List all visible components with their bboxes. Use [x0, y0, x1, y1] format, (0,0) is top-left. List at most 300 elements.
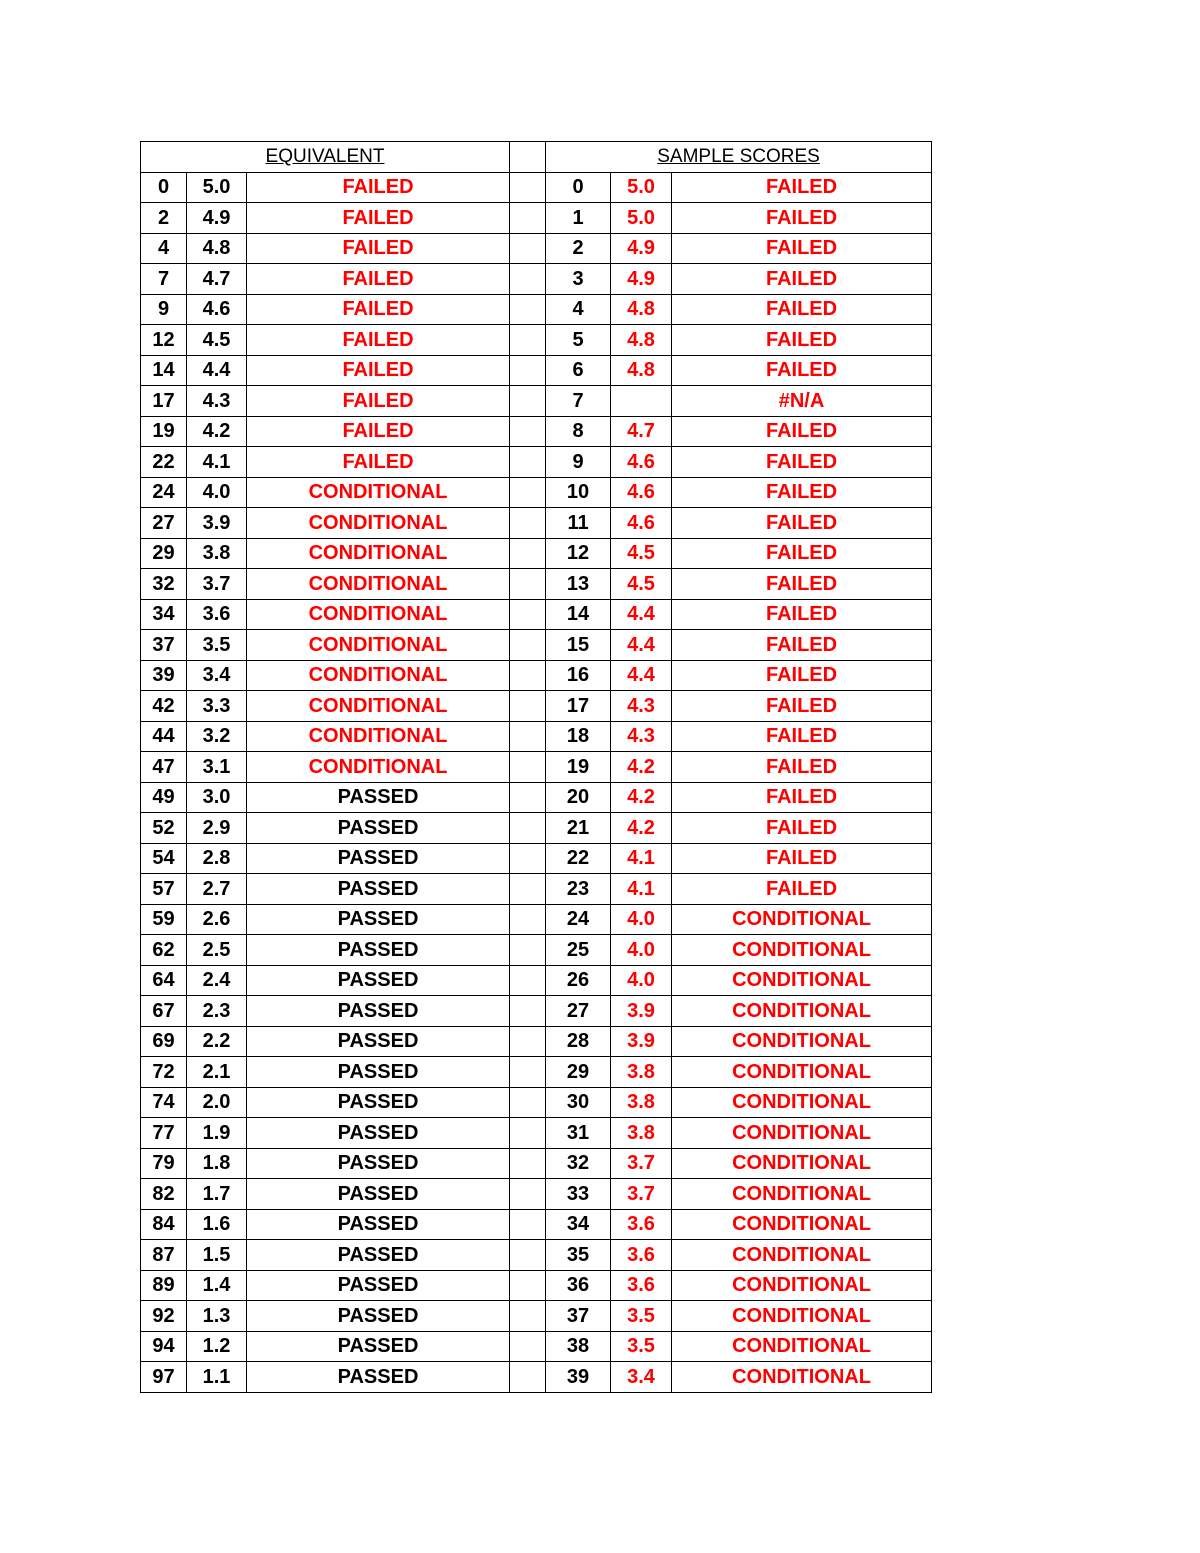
spacer-cell: [510, 233, 546, 264]
equivalent-score-cell: 47: [141, 752, 187, 783]
equivalent-grade-cell: 2.0: [187, 1087, 247, 1118]
sample-score-cell: 39: [546, 1362, 611, 1393]
equivalent-header: EQUIVALENT: [141, 142, 510, 173]
spacer-cell: [510, 1209, 546, 1240]
spacer-cell: [510, 1362, 546, 1393]
spacer-cell: [510, 874, 546, 905]
sample-score-cell: 6: [546, 355, 611, 386]
equivalent-remark-cell: FAILED: [247, 264, 510, 295]
spacer-cell: [510, 1301, 546, 1332]
sample-remark-cell: FAILED: [672, 874, 932, 905]
equivalent-score-cell: 29: [141, 538, 187, 569]
spacer-cell: [510, 691, 546, 722]
equivalent-score-cell: 62: [141, 935, 187, 966]
equivalent-grade-cell: 2.3: [187, 996, 247, 1027]
sample-grade-cell: 4.3: [611, 691, 672, 722]
equivalent-score-cell: 24: [141, 477, 187, 508]
sample-grade-cell: 4.0: [611, 965, 672, 996]
equivalent-grade-cell: 2.8: [187, 843, 247, 874]
sample-grade-cell: 4.8: [611, 355, 672, 386]
sample-remark-cell: FAILED: [672, 203, 932, 234]
equivalent-remark-cell: FAILED: [247, 203, 510, 234]
equivalent-remark-cell: PASSED: [247, 1026, 510, 1057]
sample-grade-cell: 3.5: [611, 1331, 672, 1362]
equivalent-score-cell: 39: [141, 660, 187, 691]
equivalent-remark-cell: CONDITIONAL: [247, 538, 510, 569]
sample-remark-cell: FAILED: [672, 416, 932, 447]
table-row: [141, 264, 932, 295]
spacer-cell: [510, 1118, 546, 1149]
sample-remark-cell: FAILED: [672, 843, 932, 874]
equivalent-score-cell: 92: [141, 1301, 187, 1332]
equivalent-remark-cell: PASSED: [247, 1270, 510, 1301]
sample-grade-cell: 3.7: [611, 1179, 672, 1210]
equivalent-score-cell: 84: [141, 1209, 187, 1240]
table-row: [141, 508, 932, 539]
table-row: [141, 569, 932, 600]
sample-grade-cell: 4.5: [611, 538, 672, 569]
equivalent-remark-cell: PASSED: [247, 1057, 510, 1088]
equivalent-score-cell: 22: [141, 447, 187, 478]
table-row: [141, 477, 932, 508]
sample-grade-cell: 4.4: [611, 660, 672, 691]
equivalent-grade-cell: 2.2: [187, 1026, 247, 1057]
table-row: [141, 1026, 932, 1057]
equivalent-remark-cell: CONDITIONAL: [247, 660, 510, 691]
equivalent-remark-cell: FAILED: [247, 233, 510, 264]
equivalent-remark-cell: CONDITIONAL: [247, 477, 510, 508]
sample-score-cell: 32: [546, 1148, 611, 1179]
equivalent-grade-cell: 4.9: [187, 203, 247, 234]
spacer-cell: [510, 630, 546, 661]
sample-grade-cell: 4.8: [611, 325, 672, 356]
sample-score-cell: 11: [546, 508, 611, 539]
sample-score-cell: 29: [546, 1057, 611, 1088]
equivalent-remark-cell: PASSED: [247, 782, 510, 813]
sample-remark-cell: FAILED: [672, 538, 932, 569]
equivalent-remark-cell: CONDITIONAL: [247, 630, 510, 661]
sample-remark-cell: CONDITIONAL: [672, 935, 932, 966]
equivalent-score-cell: 12: [141, 325, 187, 356]
sample-grade-cell: 4.5: [611, 569, 672, 600]
sample-score-cell: 16: [546, 660, 611, 691]
sample-score-cell: 24: [546, 904, 611, 935]
table-row: [141, 1209, 932, 1240]
equivalent-grade-cell: 1.1: [187, 1362, 247, 1393]
sample-grade-cell: 3.8: [611, 1087, 672, 1118]
sample-remark-cell: CONDITIONAL: [672, 1362, 932, 1393]
table-row: [141, 172, 932, 203]
equivalent-grade-cell: 4.1: [187, 447, 247, 478]
spacer-cell: [510, 904, 546, 935]
equivalent-grade-cell: 1.3: [187, 1301, 247, 1332]
sample-score-cell: 35: [546, 1240, 611, 1271]
sample-score-cell: 33: [546, 1179, 611, 1210]
sample-grade-cell: 4.4: [611, 630, 672, 661]
equivalent-score-cell: 49: [141, 782, 187, 813]
spacer-cell: [510, 965, 546, 996]
equivalent-remark-cell: PASSED: [247, 965, 510, 996]
sample-grade-cell: 5.0: [611, 172, 672, 203]
spacer-cell: [510, 721, 546, 752]
equivalent-score-cell: 94: [141, 1331, 187, 1362]
equivalent-grade-cell: 2.1: [187, 1057, 247, 1088]
equivalent-remark-cell: PASSED: [247, 1301, 510, 1332]
sample-remark-cell: FAILED: [672, 599, 932, 630]
equivalent-grade-cell: 1.2: [187, 1331, 247, 1362]
equivalent-score-cell: 72: [141, 1057, 187, 1088]
table-row: [141, 599, 932, 630]
equivalent-score-cell: 82: [141, 1179, 187, 1210]
sample-grade-cell: 4.1: [611, 874, 672, 905]
sample-grade-cell: 5.0: [611, 203, 672, 234]
sample-remark-cell: FAILED: [672, 813, 932, 844]
sample-grade-cell: 4.6: [611, 447, 672, 478]
spacer-cell: [510, 416, 546, 447]
spacer-cell: [510, 1148, 546, 1179]
equivalent-score-cell: 27: [141, 508, 187, 539]
equivalent-remark-cell: PASSED: [247, 874, 510, 905]
sample-grade-cell: 4.6: [611, 477, 672, 508]
table-row: [141, 416, 932, 447]
table-row: [141, 660, 932, 691]
equivalent-score-cell: 37: [141, 630, 187, 661]
equivalent-remark-cell: PASSED: [247, 996, 510, 1027]
sample-grade-cell: 3.5: [611, 1301, 672, 1332]
sample-score-cell: 4: [546, 294, 611, 325]
sample-remark-cell: FAILED: [672, 355, 932, 386]
spacer-cell: [510, 447, 546, 478]
sample-score-cell: 31: [546, 1118, 611, 1149]
equivalent-score-cell: 34: [141, 599, 187, 630]
spacer-cell: [510, 1331, 546, 1362]
equivalent-remark-cell: CONDITIONAL: [247, 691, 510, 722]
spacer-cell: [510, 660, 546, 691]
sample-score-cell: 36: [546, 1270, 611, 1301]
sample-score-cell: 2: [546, 233, 611, 264]
table-row: [141, 874, 932, 905]
equivalent-score-cell: 42: [141, 691, 187, 722]
sample-grade-cell: 4.0: [611, 935, 672, 966]
spacer-cell: [510, 386, 546, 417]
equivalent-score-cell: 17: [141, 386, 187, 417]
table-body: [141, 172, 932, 1392]
spacer-cell: [510, 996, 546, 1027]
spacer-cell: [510, 172, 546, 203]
spacer-cell: [510, 538, 546, 569]
sample-score-cell: 9: [546, 447, 611, 478]
sample-score-cell: 38: [546, 1331, 611, 1362]
sample-remark-cell: FAILED: [672, 264, 932, 295]
table-row: [141, 1240, 932, 1271]
sample-score-cell: 26: [546, 965, 611, 996]
sample-remark-cell: CONDITIONAL: [672, 1331, 932, 1362]
sample-score-cell: 3: [546, 264, 611, 295]
equivalent-grade-cell: 1.6: [187, 1209, 247, 1240]
sample-score-cell: 12: [546, 538, 611, 569]
equivalent-remark-cell: FAILED: [247, 416, 510, 447]
spacer-cell: [510, 1240, 546, 1271]
equivalent-remark-cell: FAILED: [247, 355, 510, 386]
sample-score-cell: 21: [546, 813, 611, 844]
equivalent-grade-cell: 3.1: [187, 752, 247, 783]
spacer-cell: [510, 325, 546, 356]
table-row: [141, 813, 932, 844]
equivalent-remark-cell: FAILED: [247, 325, 510, 356]
spacer-cell: [510, 508, 546, 539]
equivalent-score-cell: 67: [141, 996, 187, 1027]
table-row: [141, 843, 932, 874]
sample-remark-cell: FAILED: [672, 630, 932, 661]
equivalent-grade-cell: 3.4: [187, 660, 247, 691]
sample-remark-cell: FAILED: [672, 477, 932, 508]
sample-remark-cell: CONDITIONAL: [672, 1087, 932, 1118]
equivalent-remark-cell: PASSED: [247, 1148, 510, 1179]
sample-grade-cell: 4.7: [611, 416, 672, 447]
sample-score-cell: 8: [546, 416, 611, 447]
sample-remark-cell: FAILED: [672, 325, 932, 356]
table-row: [141, 1179, 932, 1210]
equivalent-score-cell: 64: [141, 965, 187, 996]
sample-score-cell: 17: [546, 691, 611, 722]
equivalent-grade-cell: 4.5: [187, 325, 247, 356]
spacer-cell: [510, 203, 546, 234]
sample-grade-cell: 4.2: [611, 782, 672, 813]
spacer-cell: [510, 477, 546, 508]
equivalent-remark-cell: PASSED: [247, 843, 510, 874]
sample-remark-cell: FAILED: [672, 691, 932, 722]
spacer-cell: [510, 294, 546, 325]
table-row: [141, 233, 932, 264]
table-row: [141, 782, 932, 813]
spacer-cell: [510, 1026, 546, 1057]
equivalent-grade-cell: 1.8: [187, 1148, 247, 1179]
grade-equivalence-table: [140, 141, 932, 1393]
sample-grade-cell: 3.6: [611, 1270, 672, 1301]
sample-grade-cell: 3.8: [611, 1118, 672, 1149]
sample-grade-cell: 3.9: [611, 996, 672, 1027]
equivalent-score-cell: 74: [141, 1087, 187, 1118]
equivalent-score-cell: 14: [141, 355, 187, 386]
spacer-cell: [510, 782, 546, 813]
equivalent-grade-cell: 1.5: [187, 1240, 247, 1271]
equivalent-remark-cell: PASSED: [247, 904, 510, 935]
sample-score-cell: 22: [546, 843, 611, 874]
equivalent-score-cell: 59: [141, 904, 187, 935]
spacer-cell: [510, 1179, 546, 1210]
table-row: [141, 538, 932, 569]
table-row: [141, 1362, 932, 1393]
equivalent-score-cell: 54: [141, 843, 187, 874]
sample-grade-cell: 3.6: [611, 1240, 672, 1271]
equivalent-grade-cell: 3.8: [187, 538, 247, 569]
table-row: [141, 904, 932, 935]
equivalent-remark-cell: PASSED: [247, 1087, 510, 1118]
equivalent-score-cell: 89: [141, 1270, 187, 1301]
sample-grade-cell: [611, 386, 672, 417]
equivalent-score-cell: 79: [141, 1148, 187, 1179]
sample-grade-cell: 4.6: [611, 508, 672, 539]
equivalent-remark-cell: PASSED: [247, 1118, 510, 1149]
sample-remark-cell: CONDITIONAL: [672, 996, 932, 1027]
table-row: [141, 1087, 932, 1118]
sample-remark-cell: FAILED: [672, 447, 932, 478]
sample-remark-cell: CONDITIONAL: [672, 1270, 932, 1301]
equivalent-grade-cell: 5.0: [187, 172, 247, 203]
sample-score-cell: 5: [546, 325, 611, 356]
equivalent-grade-cell: 2.5: [187, 935, 247, 966]
equivalent-score-cell: 69: [141, 1026, 187, 1057]
spacer-cell: [510, 355, 546, 386]
equivalent-grade-cell: 2.7: [187, 874, 247, 905]
equivalent-grade-cell: 4.3: [187, 386, 247, 417]
equivalent-grade-cell: 4.7: [187, 264, 247, 295]
sample-grade-cell: 3.7: [611, 1148, 672, 1179]
sample-grade-cell: 3.6: [611, 1209, 672, 1240]
spacer-cell: [510, 813, 546, 844]
equivalent-grade-cell: 2.6: [187, 904, 247, 935]
sample-grade-cell: 4.2: [611, 752, 672, 783]
table-row: [141, 447, 932, 478]
equivalent-remark-cell: PASSED: [247, 813, 510, 844]
sample-score-cell: 10: [546, 477, 611, 508]
table-row: [141, 355, 932, 386]
equivalent-remark-cell: CONDITIONAL: [247, 599, 510, 630]
equivalent-grade-cell: 4.8: [187, 233, 247, 264]
spacer-cell: [510, 1057, 546, 1088]
table-row: [141, 935, 932, 966]
equivalent-grade-cell: 1.4: [187, 1270, 247, 1301]
equivalent-remark-cell: FAILED: [247, 294, 510, 325]
sample-remark-cell: CONDITIONAL: [672, 904, 932, 935]
table-row: [141, 996, 932, 1027]
sample-score-cell: 0: [546, 172, 611, 203]
equivalent-remark-cell: CONDITIONAL: [247, 569, 510, 600]
sample-remark-cell: FAILED: [672, 752, 932, 783]
sample-score-cell: 14: [546, 599, 611, 630]
sample-score-cell: 1: [546, 203, 611, 234]
sample-remark-cell: FAILED: [672, 569, 932, 600]
table-row: [141, 1301, 932, 1332]
equivalent-score-cell: 7: [141, 264, 187, 295]
sample-grade-cell: 4.8: [611, 294, 672, 325]
equivalent-remark-cell: PASSED: [247, 935, 510, 966]
equivalent-grade-cell: 3.0: [187, 782, 247, 813]
table-row: [141, 294, 932, 325]
table-row: [141, 386, 932, 417]
equivalent-remark-cell: PASSED: [247, 1240, 510, 1271]
equivalent-remark-cell: CONDITIONAL: [247, 752, 510, 783]
table-row: [141, 630, 932, 661]
sample-grade-cell: 4.3: [611, 721, 672, 752]
sample-scores-header: SAMPLE SCORES: [546, 142, 932, 173]
table-row: [141, 1148, 932, 1179]
sample-grade-cell: 3.4: [611, 1362, 672, 1393]
sample-remark-cell: CONDITIONAL: [672, 1118, 932, 1149]
spacer-cell: [510, 752, 546, 783]
equivalent-grade-cell: 3.3: [187, 691, 247, 722]
spacer-cell: [510, 142, 546, 173]
sample-grade-cell: 4.4: [611, 599, 672, 630]
equivalent-score-cell: 77: [141, 1118, 187, 1149]
sample-grade-cell: 4.1: [611, 843, 672, 874]
sample-grade-cell: 4.9: [611, 233, 672, 264]
table-row: [141, 721, 932, 752]
sample-score-cell: 34: [546, 1209, 611, 1240]
sample-score-cell: 19: [546, 752, 611, 783]
sample-remark-cell: CONDITIONAL: [672, 1179, 932, 1210]
table-row: [141, 1057, 932, 1088]
spacer-cell: [510, 935, 546, 966]
table-row: [141, 965, 932, 996]
equivalent-grade-cell: 1.7: [187, 1179, 247, 1210]
equivalent-remark-cell: PASSED: [247, 1179, 510, 1210]
equivalent-grade-cell: 4.0: [187, 477, 247, 508]
sample-remark-cell: FAILED: [672, 508, 932, 539]
equivalent-remark-cell: PASSED: [247, 1209, 510, 1240]
sample-score-cell: 30: [546, 1087, 611, 1118]
table-row: [141, 203, 932, 234]
equivalent-remark-cell: FAILED: [247, 172, 510, 203]
equivalent-score-cell: 19: [141, 416, 187, 447]
sample-score-cell: 27: [546, 996, 611, 1027]
sample-remark-cell: FAILED: [672, 721, 932, 752]
table-row: [141, 1331, 932, 1362]
header-row: [141, 142, 932, 173]
spacer-cell: [510, 1087, 546, 1118]
equivalent-score-cell: 4: [141, 233, 187, 264]
spacer-cell: [510, 264, 546, 295]
spacer-cell: [510, 843, 546, 874]
sample-remark-cell: CONDITIONAL: [672, 965, 932, 996]
sample-remark-cell: CONDITIONAL: [672, 1209, 932, 1240]
spacer-cell: [510, 599, 546, 630]
sample-remark-cell: FAILED: [672, 782, 932, 813]
equivalent-score-cell: 97: [141, 1362, 187, 1393]
equivalent-grade-cell: 1.9: [187, 1118, 247, 1149]
equivalent-score-cell: 0: [141, 172, 187, 203]
sample-remark-cell: CONDITIONAL: [672, 1148, 932, 1179]
sample-remark-cell: CONDITIONAL: [672, 1240, 932, 1271]
sample-score-cell: 7: [546, 386, 611, 417]
equivalent-score-cell: 57: [141, 874, 187, 905]
equivalent-remark-cell: FAILED: [247, 386, 510, 417]
equivalent-remark-cell: FAILED: [247, 447, 510, 478]
sample-grade-cell: 3.8: [611, 1057, 672, 1088]
sample-score-cell: 13: [546, 569, 611, 600]
sample-score-cell: 28: [546, 1026, 611, 1057]
sample-remark-cell: FAILED: [672, 294, 932, 325]
sample-score-cell: 25: [546, 935, 611, 966]
sample-grade-cell: 4.9: [611, 264, 672, 295]
sample-remark-cell: CONDITIONAL: [672, 1026, 932, 1057]
equivalent-grade-cell: 3.7: [187, 569, 247, 600]
equivalent-grade-cell: 2.9: [187, 813, 247, 844]
equivalent-score-cell: 52: [141, 813, 187, 844]
equivalent-score-cell: 44: [141, 721, 187, 752]
equivalent-grade-cell: 3.6: [187, 599, 247, 630]
spacer-cell: [510, 569, 546, 600]
table-row: [141, 752, 932, 783]
equivalent-grade-cell: 4.4: [187, 355, 247, 386]
sample-remark-cell: #N/A: [672, 386, 932, 417]
equivalent-score-cell: 2: [141, 203, 187, 234]
sample-remark-cell: CONDITIONAL: [672, 1301, 932, 1332]
sample-score-cell: 18: [546, 721, 611, 752]
sample-score-cell: 20: [546, 782, 611, 813]
equivalent-grade-cell: 4.6: [187, 294, 247, 325]
sample-remark-cell: FAILED: [672, 660, 932, 691]
